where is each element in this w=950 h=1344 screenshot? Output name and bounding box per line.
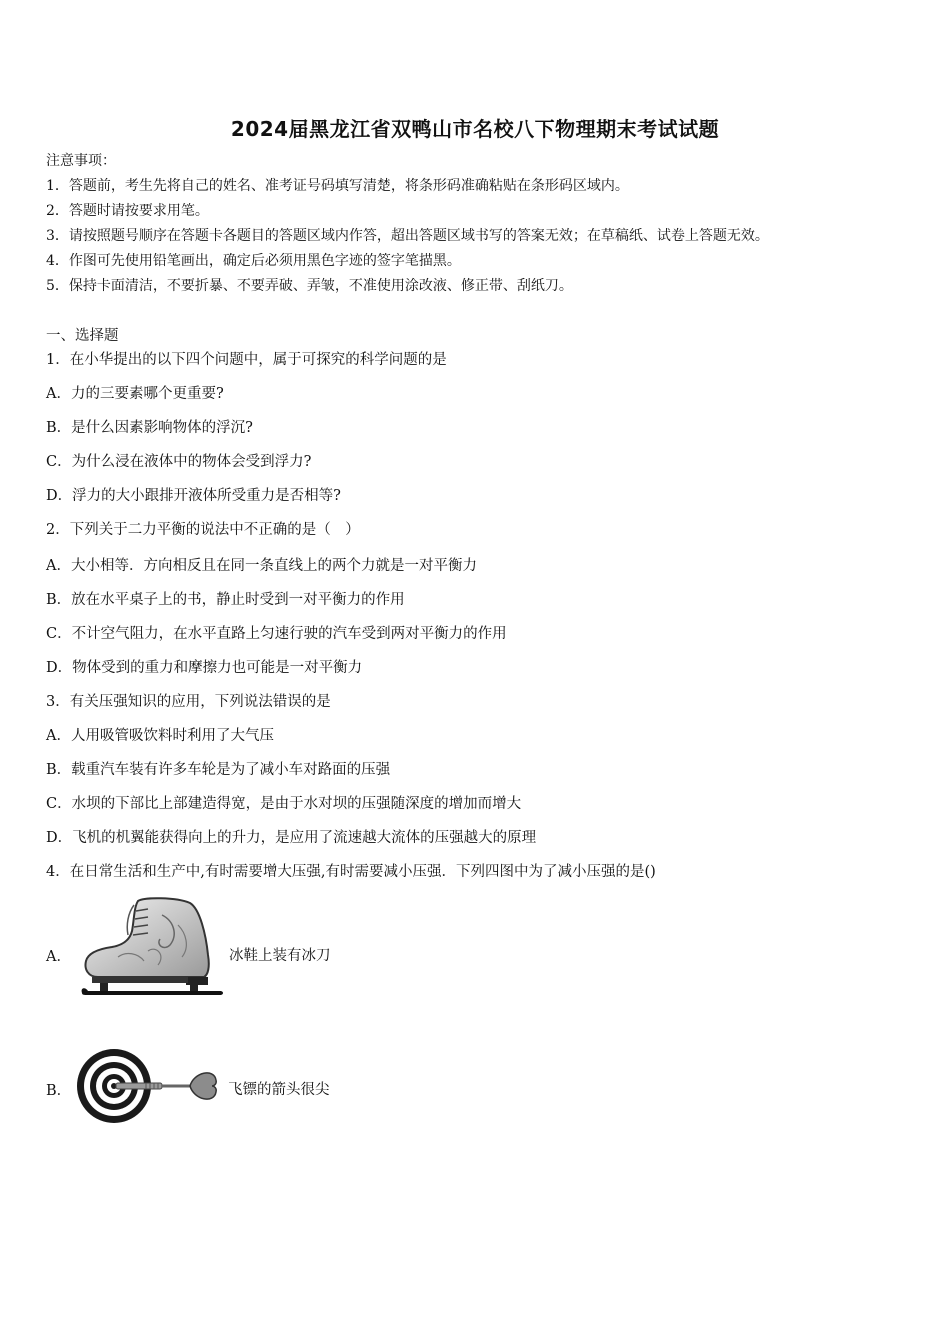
question-option: D．浮力的大小跟排开液体所受重力是否相等? — [46, 488, 341, 504]
option-caption: 飞镖的箭头很尖 — [228, 1082, 330, 1098]
question-option: A．大小相等．方向相反且在同一条直线上的两个力就是一对平衡力 — [46, 558, 477, 574]
notice-item: 5．保持卡面清洁，不要折暴、不要弄破、弄皱，不准使用涂改液、修正带、刮纸刀。 — [46, 278, 573, 294]
question-option: C．不计空气阻力，在水平直路上匀速行驶的汽车受到两对平衡力的作用 — [46, 626, 507, 642]
notice-item: 3．请按照题号顺序在答题卡各题目的答题区域内作答，超出答题区域书写的答案无效；在草稿纸、试卷上答题无效。 — [46, 228, 769, 244]
question-stem: 3．有关压强知识的应用，下列说法错误的是 — [46, 694, 331, 710]
question-stem: 1．在小华提出的以下四个问题中，属于可探究的科学问题的是 — [46, 352, 447, 368]
question-option: A．力的三要素哪个更重要? — [46, 386, 224, 402]
option-caption: 冰鞋上装有冰刀 — [229, 948, 331, 964]
notice-item: 4．作图可先使用铅笔画出，确定后必须用黑色字迹的签字笔描黑。 — [46, 253, 461, 269]
question-option: D．物体受到的重力和摩擦力也可能是一对平衡力 — [46, 660, 363, 676]
ice-skate-icon — [78, 895, 226, 1003]
page-title: 2024届黑龙江省双鸭山市名校八下物理期末考试试题 — [230, 117, 720, 141]
question-option: C．为什么浸在液体中的物体会受到浮力? — [46, 454, 312, 470]
notice-item: 1．答题前，考生先将自己的姓名、准考证号码填写清楚，将条形码准确粘贴在条形码区域内。 — [46, 178, 629, 194]
question-stem: 2．下列关于二力平衡的说法中不正确的是（ ） — [46, 522, 360, 538]
question-option: B．放在水平桌子上的书，静止时受到一对平衡力的作用 — [46, 592, 405, 608]
section-heading: 一、选择题 — [46, 328, 119, 344]
notice-item: 2．答题时请按要求用笔。 — [46, 203, 209, 219]
option-label: A． — [46, 949, 71, 965]
question-option: D．飞机的机翼能获得向上的升力，是应用了流速越大流体的压强越大的原理 — [46, 830, 537, 846]
option-label: B． — [46, 1083, 72, 1099]
question-option: A．人用吸管吸饮料时利用了大气压 — [46, 728, 274, 744]
question-stem: 4．在日常生活和生产中,有时需要增大压强,有时需要减小压强．下列四图中为了减小压强的是() — [46, 864, 656, 880]
dart-target-icon — [76, 1046, 226, 1126]
notice-heading: 注意事项： — [46, 153, 116, 169]
question-option: C．水坝的下部比上部建造得宽，是由于水对坝的压强随深度的增加而增大 — [46, 796, 522, 812]
question-option: B．载重汽车装有许多车轮是为了减小车对路面的压强 — [46, 762, 391, 778]
question-option: B．是什么因素影响物体的浮沉? — [46, 420, 253, 436]
